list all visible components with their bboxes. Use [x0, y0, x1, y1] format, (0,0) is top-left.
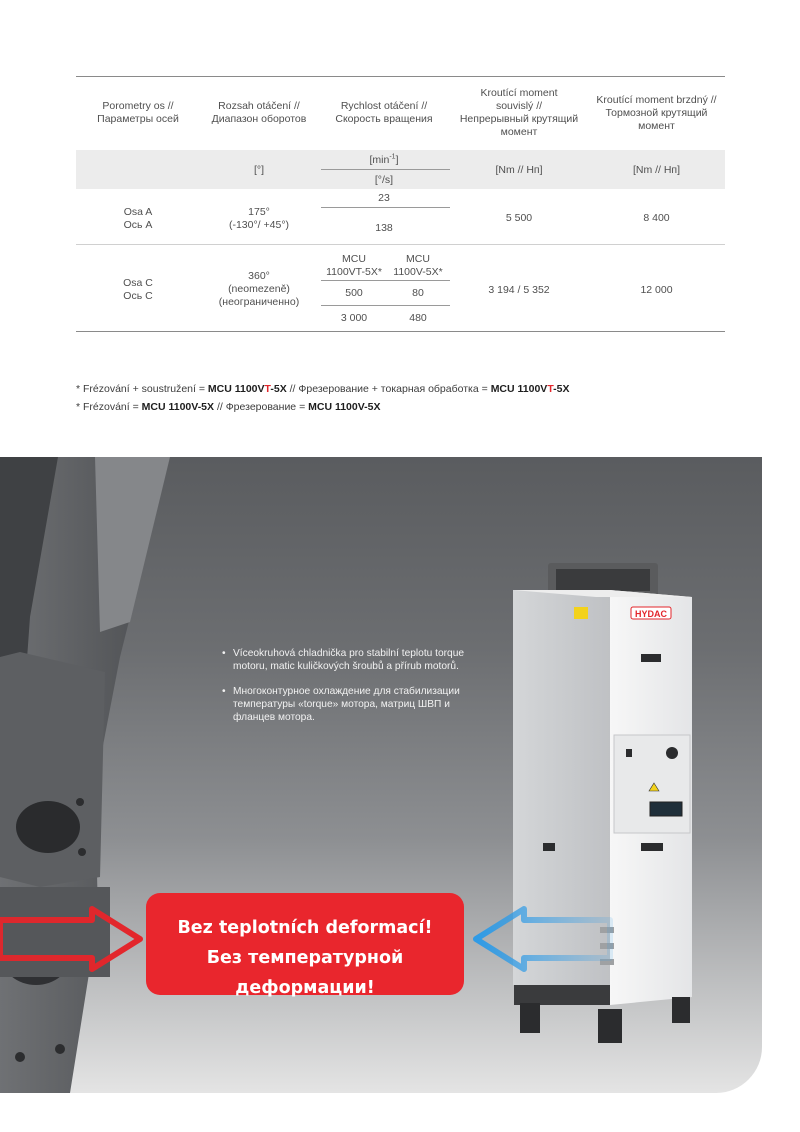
- axis-c-ru: Ось С: [123, 290, 153, 302]
- header-cont-3: Непрерывный крутящий: [459, 113, 579, 125]
- axis-a-cont-torque: 5 500: [505, 212, 533, 224]
- axis-a-brake-torque: 8 400: [643, 212, 670, 224]
- header-axes: [76, 100, 200, 126]
- model-a-base: MCU 1100V: [207, 383, 265, 395]
- unit-rpm-close: ]: [395, 154, 399, 166]
- axis-c-range-cz: (neomezeně): [228, 283, 290, 295]
- footnote-2-ru: // Фрезерование =: [214, 401, 309, 413]
- header-cont-1: Kroutící moment: [480, 87, 558, 99]
- header-axes-cz: Porometry os //: [102, 100, 174, 112]
- header-range: [200, 100, 318, 126]
- feature-item-ru: • Многоконтурное охлаждение для стабилизации температуры «torque» мотора, матриц ШВП и фланцев мотора.: [222, 685, 482, 724]
- footnote-1-model-b: [491, 383, 570, 395]
- model-b-base: MCU 1100V: [490, 383, 548, 395]
- axis-c-rpm-t: 500: [345, 287, 363, 299]
- header-brake-2: Тормозной крутящий: [605, 107, 708, 119]
- header-cont-4: момент: [500, 126, 538, 138]
- axis-a-name: [76, 206, 200, 232]
- header-speed-cz: Rychlost otáčení //: [340, 100, 428, 112]
- axis-a-range-limits: (-130°/ +45°): [228, 219, 290, 231]
- header-brake-3: момент: [638, 120, 675, 132]
- axis-c-range-ru: (неограниченно): [218, 296, 300, 308]
- model-a-end: -5X: [270, 383, 287, 395]
- axis-c-cz: Osa C: [123, 277, 153, 289]
- unit-rpm-text: [min: [369, 154, 390, 166]
- feature-item-cz: • Víceokruhová chladnička pro stabilní teplotu torque motoru, matic kuličkových šroubů a přírub motorů.: [222, 647, 482, 673]
- footnote-1-ru: // Фрезерование + токарная обработка =: [286, 383, 491, 395]
- axis-c-range-deg: 360°: [248, 270, 270, 282]
- axis-c-rpm-v: 80: [412, 287, 424, 299]
- axis-a-range: [200, 206, 318, 232]
- machine-frame: [0, 457, 170, 1093]
- axis-c-cont-torque: 3 194 / 5 352: [488, 284, 550, 296]
- variant-v-line2: 1100V-5X*: [393, 266, 443, 278]
- header-continuous-torque: [450, 87, 588, 139]
- footnote-2-cz: * Frézování =: [76, 401, 142, 413]
- header-speed-ru: Скорость вращения: [335, 113, 433, 125]
- unit-range: [°]: [253, 164, 265, 176]
- unit-divider: [321, 169, 450, 170]
- axis-c-variant-t: [318, 253, 390, 279]
- footnote-milling: [76, 401, 381, 413]
- footnote-2-model-b: MCU 1100V-5X: [308, 401, 381, 413]
- footnote-2-model-a: MCU 1100V-5X: [141, 401, 215, 413]
- axis-c-variant-v: [386, 253, 450, 279]
- row-divider: [76, 244, 725, 245]
- axis-a-deg: 138: [375, 222, 393, 234]
- header-range-ru: Диапазон оборотов: [211, 113, 307, 125]
- feature-list: [222, 647, 482, 736]
- axis-c-name: [76, 277, 200, 303]
- table-top-rule: [76, 76, 725, 77]
- axis-a-cz: Osa A: [123, 206, 153, 218]
- callout-text-ru: Без температурной деформации!: [206, 948, 404, 998]
- header-cont-2: souvislý //: [495, 100, 543, 112]
- variant-t-line2: 1100VT-5X*: [326, 266, 382, 278]
- unit-rpm-sup: -1: [389, 153, 396, 161]
- axis-c-deg-t: 3 000: [340, 312, 368, 324]
- unit-cont-torque: [Nm // Нп]: [495, 164, 543, 176]
- axis-a-range-deg: 175°: [248, 206, 270, 218]
- variant-v-line1: MCU: [406, 253, 430, 265]
- axis-a-divider: [321, 207, 450, 208]
- table-bottom-rule: [76, 331, 725, 332]
- no-thermal-deformation-callout: [146, 893, 464, 998]
- axis-a-rpm: 23: [378, 192, 390, 204]
- chiller-cabinet: [513, 563, 692, 1043]
- model-b-end: -5X: [553, 383, 570, 395]
- variant-t-line1: MCU: [342, 253, 366, 265]
- header-speed: [318, 100, 450, 126]
- header-range-cz: Rozsah otáčení //: [218, 100, 300, 112]
- callout-text-cz: Bez teplotních deformací!: [177, 918, 433, 938]
- axis-c-brake-torque: 12 000: [640, 284, 673, 296]
- axis-c-divider-1: [321, 280, 450, 281]
- header-axes-ru: Параметры осей: [97, 113, 179, 125]
- model-b-t: T: [547, 383, 554, 395]
- header-brake-torque: [588, 94, 725, 133]
- footnote-turning: [76, 383, 570, 395]
- axis-c-deg-v: 480: [409, 312, 427, 324]
- axis-c-divider-2: [321, 305, 450, 306]
- unit-brake-torque: [Nm // Нп]: [632, 164, 681, 176]
- footnote-1-cz: * Frézování + soustružení =: [76, 383, 208, 395]
- model-a-t: T: [264, 383, 271, 395]
- header-brake-1: Kroutící moment brzdný //: [596, 94, 717, 106]
- chiller-photo-panel: [0, 457, 762, 1093]
- hydac-logo: HYDAC: [634, 609, 668, 619]
- axis-a-ru: Ось А: [123, 219, 153, 231]
- unit-speed-rpm: [318, 154, 450, 167]
- footnote-1-model-a: [208, 383, 287, 395]
- unit-speed-deg: [°/s]: [374, 174, 394, 186]
- axis-c-range: [200, 270, 318, 309]
